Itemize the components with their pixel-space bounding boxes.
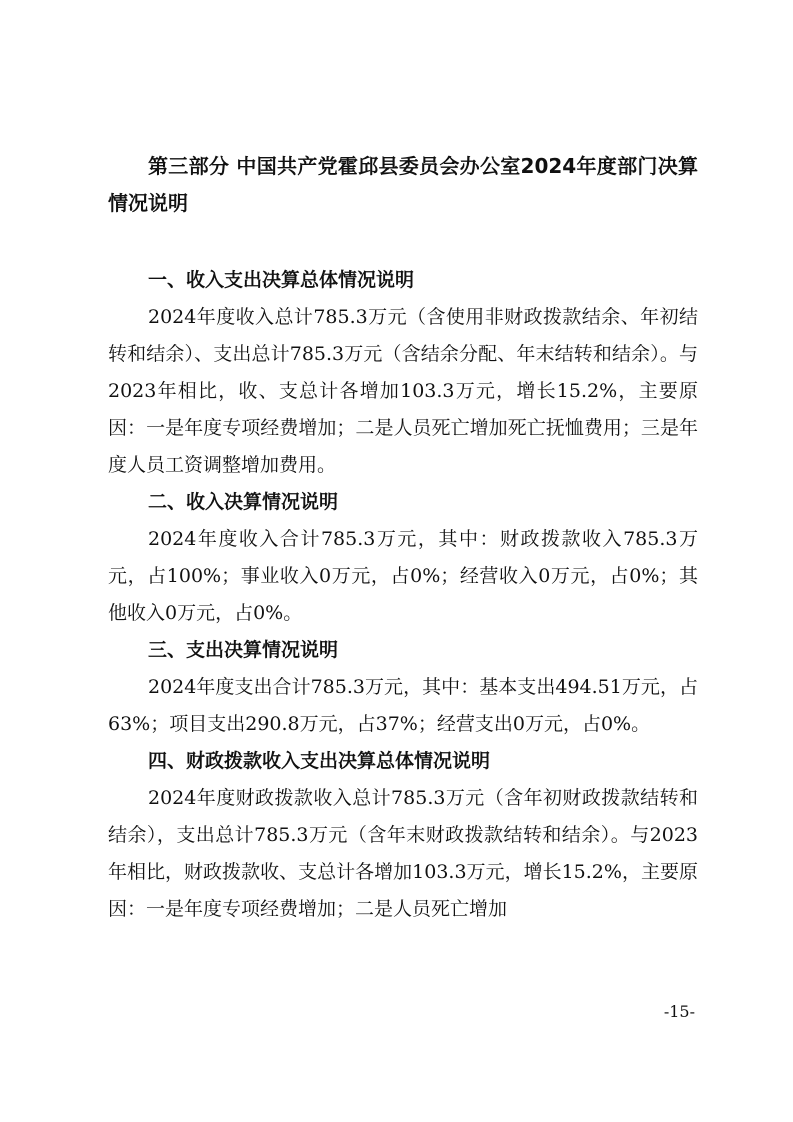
document-title: 第三部分 中国共产党霍邱县委员会办公室2024年度部门决算情况说明 xyxy=(108,154,698,215)
document-body xyxy=(108,262,698,928)
section-heading-fiscal-appropriation: 四、财政拨款收入支出决算总体情况说明 xyxy=(148,750,491,772)
section-heading-expenditure: 三、支出决算情况说明 xyxy=(148,639,339,661)
section-heading-income-expenditure-overview: 一、收入支出决算总体情况说明 xyxy=(148,269,415,291)
section-paragraph-fiscal-appropriation: 2024年度财政拨款收入总计785.3万元（含年初财政拨款结转和结余），支出总计785.3万元（含年末财政拨款结转和结余）。与2023年相比，财政拨款收、支总计各增加103.3万元，增长15.2%，主要原因：一是年度专项经费增加；二是人员死亡增加 xyxy=(108,787,698,920)
page-number: -15- xyxy=(663,1002,695,1021)
section-paragraph-income-expenditure-overview: 2024年度收入总计785.3万元（含使用非财政拨款结余、年初结转和结余）、支出总计785.3万元（含结余分配、年末结转和结余）。与2023年相比，收、支总计各增加103.3万元，增长15.2%，主要原因：一是年度专项经费增加；二是人员死亡增加死亡抚恤费用；三是年度人员工资调整增加费用。 xyxy=(108,306,698,476)
section-heading-income: 二、收入决算情况说明 xyxy=(148,491,339,513)
section-paragraph-income: 2024年度收入合计785.3万元，其中：财政拨款收入785.3万元，占100%；事业收入0万元，占0%；经营收入0万元，占0%；其他收入0万元，占0%。 xyxy=(108,528,698,624)
section-paragraph-expenditure: 2024年度支出合计785.3万元，其中：基本支出494.51万元，占63%；项目支出290.8万元，占37%；经营支出0万元，占0%。 xyxy=(108,676,698,735)
